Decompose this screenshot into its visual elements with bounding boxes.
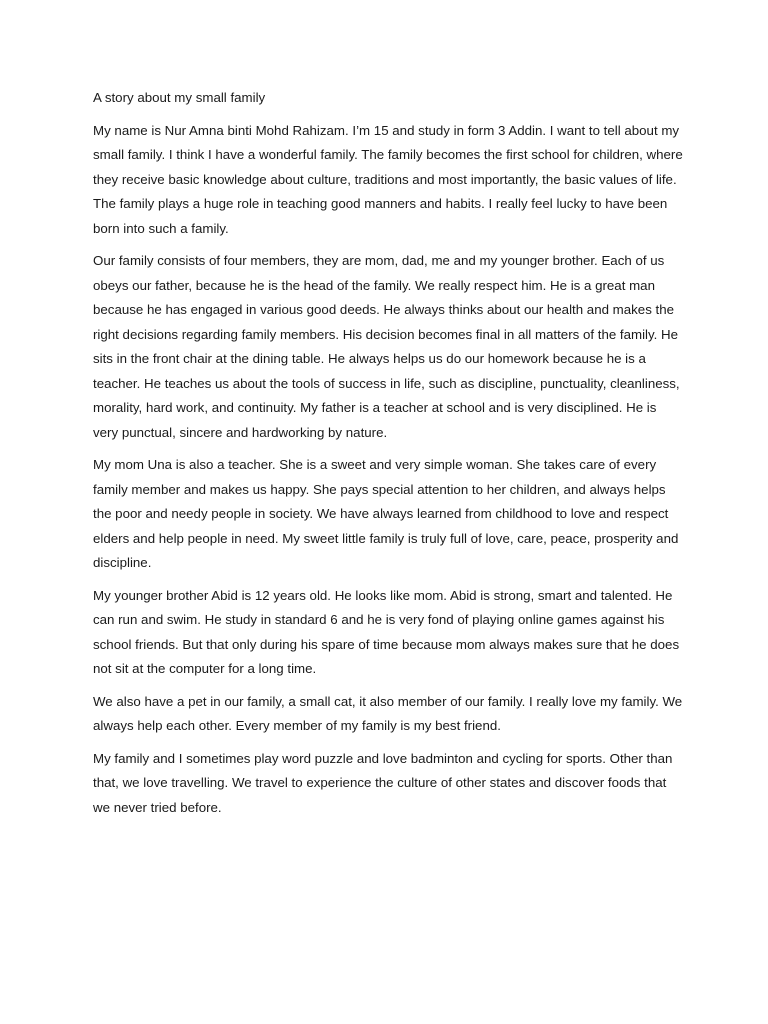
document-body [93,86,683,828]
paragraph-intro: My name is Nur Amna binti Mohd Rahizam. I’m 15 and study in form 3 Addin. I want to tell about my small family. I think I have a wonderful family. The family becomes the first school for children, where they receive basic knowledge about culture, traditions and most importantly, the basic values of life. The family plays a huge role in teaching good manners and habits. I really feel lucky to have been born into such a family. [93,122,683,236]
document-title: A story about my small family [93,90,266,105]
paragraph-pet: We also have a pet in our family, a small cat, it also member of our family. I really love my family. We always help each other. Every member of my family is my best friend. [93,693,683,733]
paragraph-hobbies: My family and I sometimes play word puzzle and love badminton and cycling for sports. Other than that, we love travelling. We travel to experience the culture of other states and discover foods that we never tried before. [93,750,673,815]
paragraph-father: Our family consists of four members, they are mom, dad, me and my younger brother. Each of us obeys our father, because he is the head of the family. We really respect him. He is a great man because he has engaged in various good deeds. He always thinks about our health and makes the right decisions regarding family members. His decision becomes final in all matters of the family. He sits in the front chair at the dining table. He always helps us do our homework because he is a teacher. He teaches us about the tools of success in life, such as discipline, punctuality, cleanliness, morality, hard work, and continuity. My father is a teacher at school and is very disciplined. He is very punctual, sincere and hardworking by nature. [93,253,680,440]
paragraph-brother: My younger brother Abid is 12 years old. He looks like mom. Abid is strong, smart and talented. He can run and swim. He study in standard 6 and he is very fond of playing online games against his school friends. But that only during his spare of time because mom always makes sure that he does not sit at the computer for a long time. [93,587,680,676]
paragraph-mother: My mom Una is also a teacher. She is a sweet and very simple woman. She takes care of every family member and makes us happy. She pays special attention to her children, and always helps the poor and needy people in society. We have always learned from childhood to love and respect elders and help people in need. My sweet little family is truly full of love, care, peace, prosperity and discipline. [93,457,679,570]
